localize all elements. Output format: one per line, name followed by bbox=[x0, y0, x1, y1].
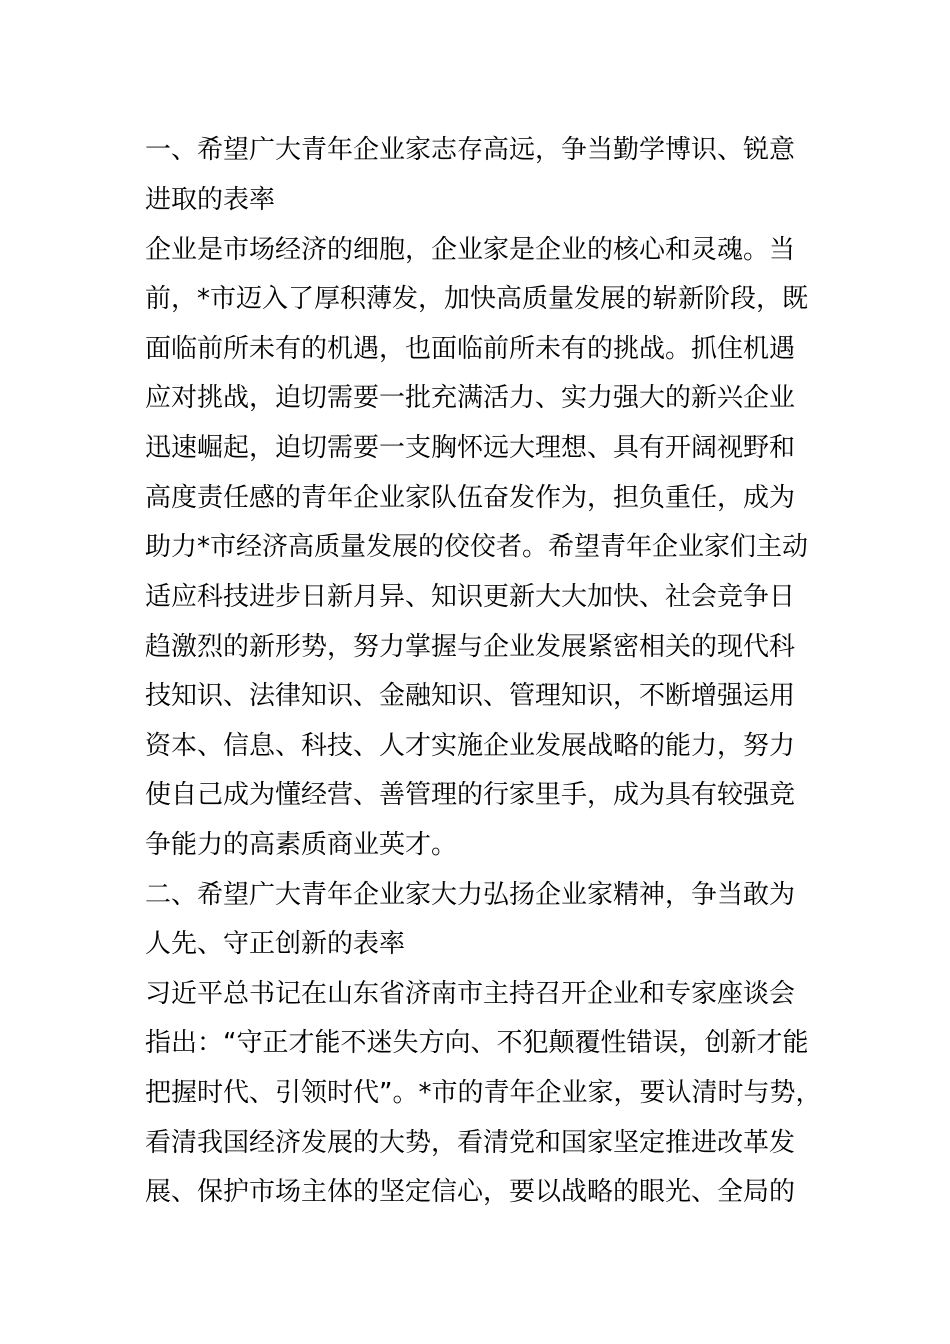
paragraph-1-line-7: 助力*市经济高质量发展的佼佼者。希望青年企业家们主动 bbox=[145, 532, 809, 562]
paragraph-1-line-9: 趋激烈的新形势，努力掌握与企业发展紧密相关的现代科 bbox=[145, 632, 796, 662]
paragraph-2-line-4: 看清我国经济发展的大势，看清党和国家坚定推进改革发 bbox=[145, 1128, 796, 1158]
paragraph-1-line-4: 应对挑战，迫切需要一批充满活力、实力强大的新兴企业 bbox=[145, 383, 796, 413]
paragraph-1-line-10: 技知识、法律知识、金融知识、管理知识，不断增强运用 bbox=[145, 681, 796, 711]
paragraph-1-line-13: 争能力的高素质商业英才。 bbox=[145, 830, 458, 860]
paragraph-1-line-5: 迅速崛起，迫切需要一支胸怀远大理想、具有开阔视野和 bbox=[145, 433, 796, 463]
heading-1-line-2: 进取的表率 bbox=[145, 185, 276, 215]
paragraph-1-line-1: 企业是市场经济的细胞，企业家是企业的核心和灵魂。当 bbox=[145, 235, 796, 265]
paragraph-1-line-11: 资本、信息、科技、人才实施企业发展战略的能力，努力 bbox=[145, 731, 796, 761]
heading-2-line-1: 二、希望广大青年企业家大力弘扬企业家精神，争当敢为 bbox=[145, 880, 796, 910]
paragraph-1-line-8: 适应科技进步日新月异、知识更新大大加快、社会竞争日 bbox=[145, 582, 796, 612]
paragraph-2-line-1: 习近平总书记在山东省济南市主持召开企业和专家座谈会 bbox=[145, 979, 796, 1009]
paragraph-2-line-5: 展、保护市场主体的坚定信心，要以战略的眼光、全局的 bbox=[145, 1177, 796, 1207]
paragraph-1-line-3: 面临前所未有的机遇，也面临前所未有的挑战。抓住机遇 bbox=[145, 334, 796, 364]
paragraph-1-line-2: 前，*市迈入了厚积薄发，加快高质量发展的崭新阶段，既 bbox=[145, 284, 809, 314]
paragraph-1-line-12: 使自己成为懂经营、善管理的行家里手，成为具有较强竞 bbox=[145, 780, 796, 810]
paragraph-2-line-3: 把握时代、引领时代”。*市的青年企业家，要认清时与势， bbox=[145, 1078, 822, 1108]
paragraph-1-line-6: 高度责任感的青年企业家队伍奋发作为，担负重任，成为 bbox=[145, 483, 796, 513]
heading-2-line-2: 人先、守正创新的表率 bbox=[145, 929, 406, 959]
heading-1-line-1: 一、希望广大青年企业家志存高远，争当勤学博识、锐意 bbox=[145, 135, 796, 165]
paragraph-2-line-2: 指出：“守正才能不迷失方向、不犯颠覆性错误，创新才能 bbox=[145, 1028, 809, 1058]
